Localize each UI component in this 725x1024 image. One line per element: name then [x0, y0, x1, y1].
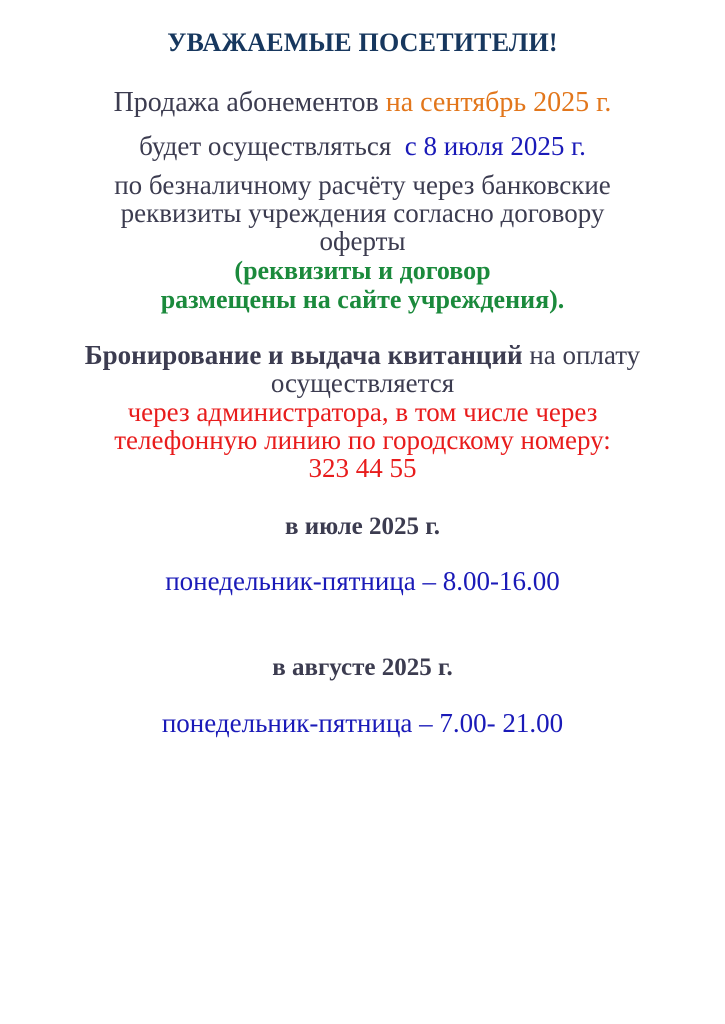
notice-title: УВАЖАЕМЫЕ ПОСЕТИТЕЛИ!: [167, 28, 558, 57]
payment-line-3: оферты: [319, 226, 406, 256]
august-hours: понедельник-пятница – 7.00- 21.00: [161, 708, 564, 738]
sale-line: [0, 89, 725, 117]
phone-number: 323 44 55: [308, 453, 417, 483]
start-prefix: будет осуществляться: [139, 131, 405, 161]
admin-line-1: через администратора, в том числе через: [127, 397, 598, 427]
july-heading: в июле 2025 г.: [284, 513, 441, 540]
booking-bold-text: Бронирование и выдача квитанций: [84, 340, 523, 370]
payment-line-1: по безналичному расчёту через банковские: [114, 170, 611, 200]
booking-line-2: осуществляется: [270, 368, 455, 398]
august-heading: в августе 2025 г.: [272, 654, 453, 681]
admin-line-2: телефонную линию по городскому номеру:: [114, 425, 611, 455]
start-line: [0, 133, 725, 160]
sale-prefix: Продажа абонементов: [113, 87, 386, 118]
july-hours: понедельник-пятница – 8.00-16.00: [165, 566, 560, 596]
payment-line-2: реквизиты учреждения согласно договору: [120, 198, 605, 228]
start-date: с 8 июля 2025 г.: [404, 131, 586, 161]
site-note-line-1: (реквизиты и договор: [234, 256, 491, 285]
site-note-line-2: размещены на сайте учреждения).: [160, 285, 565, 314]
booking-line-1: [0, 342, 725, 369]
booking-rest-text: на оплату: [522, 340, 641, 370]
sale-period: на сентябрь 2025 г.: [385, 87, 612, 118]
